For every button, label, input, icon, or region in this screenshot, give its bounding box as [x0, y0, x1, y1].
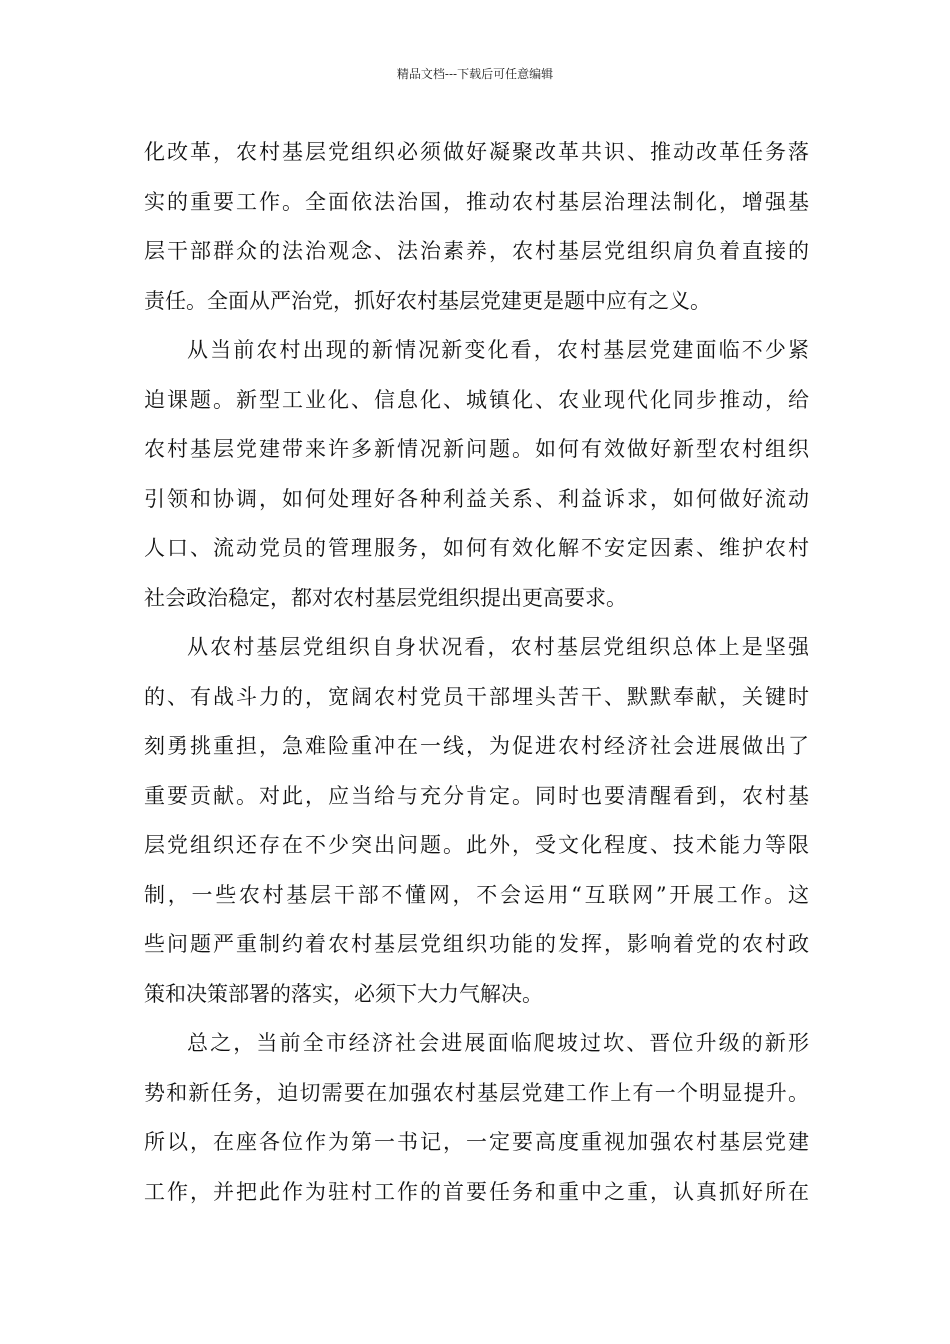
text-line: 策和决策部署的落实，必须下大力气解决。 — [144, 981, 543, 1006]
text-line: 些问题严重制约着农村基层党组织功能的发挥，影响着党的农村政 — [144, 932, 809, 956]
text-line: 总之，当前全市经济社会进展面临爬坡过坎、晋位升级的新形 — [187, 1031, 809, 1055]
text-line: 从当前农村出现的新情况新变化看，农村基层党建面临不少紧 — [187, 338, 809, 362]
text-line: 从农村基层党组织自身状况看，农村基层党组织总体上是坚强 — [187, 635, 809, 659]
text-line: 制，一些农村基层干部不懂网，不会运用“互联网”开展工作。这 — [144, 882, 809, 907]
text-line: 责任。全面从严治党，抓好农村基层党建更是题中应有之义。 — [144, 288, 711, 313]
text-line: 人口、流动党员的管理服务，如何有效化解不安定因素、维护农村 — [144, 536, 809, 560]
text-line: 所以，在座各位作为第一书记，一定要高度重视加强农村基层党建 — [144, 1130, 809, 1154]
text-line: 层党组织还存在不少突出问题。此外，受文化程度、技术能力等限 — [144, 833, 809, 857]
text-line: 引领和协调，如何处理好各种利益关系、利益诉求，如何做好流动 — [144, 486, 809, 511]
text-line: 重要贡献。对此，应当给与充分肯定。同时也要清醒看到，农村基 — [144, 783, 809, 808]
text-line: 迫课题。新型工业化、信息化、城镇化、农业现代化同步推动，给 — [144, 387, 809, 412]
text-line: 的、有战斗力的，宽阔农村党员干部埋头苦干、默默奉献，关键时 — [144, 684, 809, 709]
text-line: 化改革，农村基层党组织必须做好凝聚改革共识、推动改革任务落 — [144, 140, 809, 164]
text-line: 势和新任务，迫切需要在加强农村基层党建工作上有一个明显提升。 — [144, 1080, 809, 1105]
text-line: 刻勇挑重担，急难险重冲在一线，为促进农村经济社会进展做出了 — [144, 734, 809, 758]
text-line: 层干部群众的法治观念、法治素养，农村基层党组织肩负着直接的 — [144, 239, 809, 263]
page-header: 精品文档---下载后可任意编辑 — [396, 67, 554, 81]
text-line: 社会政治稳定，都对农村基层党组织提出更高要求。 — [144, 585, 627, 610]
text-line: 实的重要工作。全面依法治国，推动农村基层治理法制化，增强基 — [144, 189, 809, 214]
text-line: 农村基层党建带来许多新情况新问题。如何有效做好新型农村组织 — [144, 437, 809, 461]
body-text — [144, 128, 809, 1217]
text-line: 工作，并把此作为驻村工作的首要任务和重中之重，认真抓好所在 — [144, 1179, 809, 1204]
